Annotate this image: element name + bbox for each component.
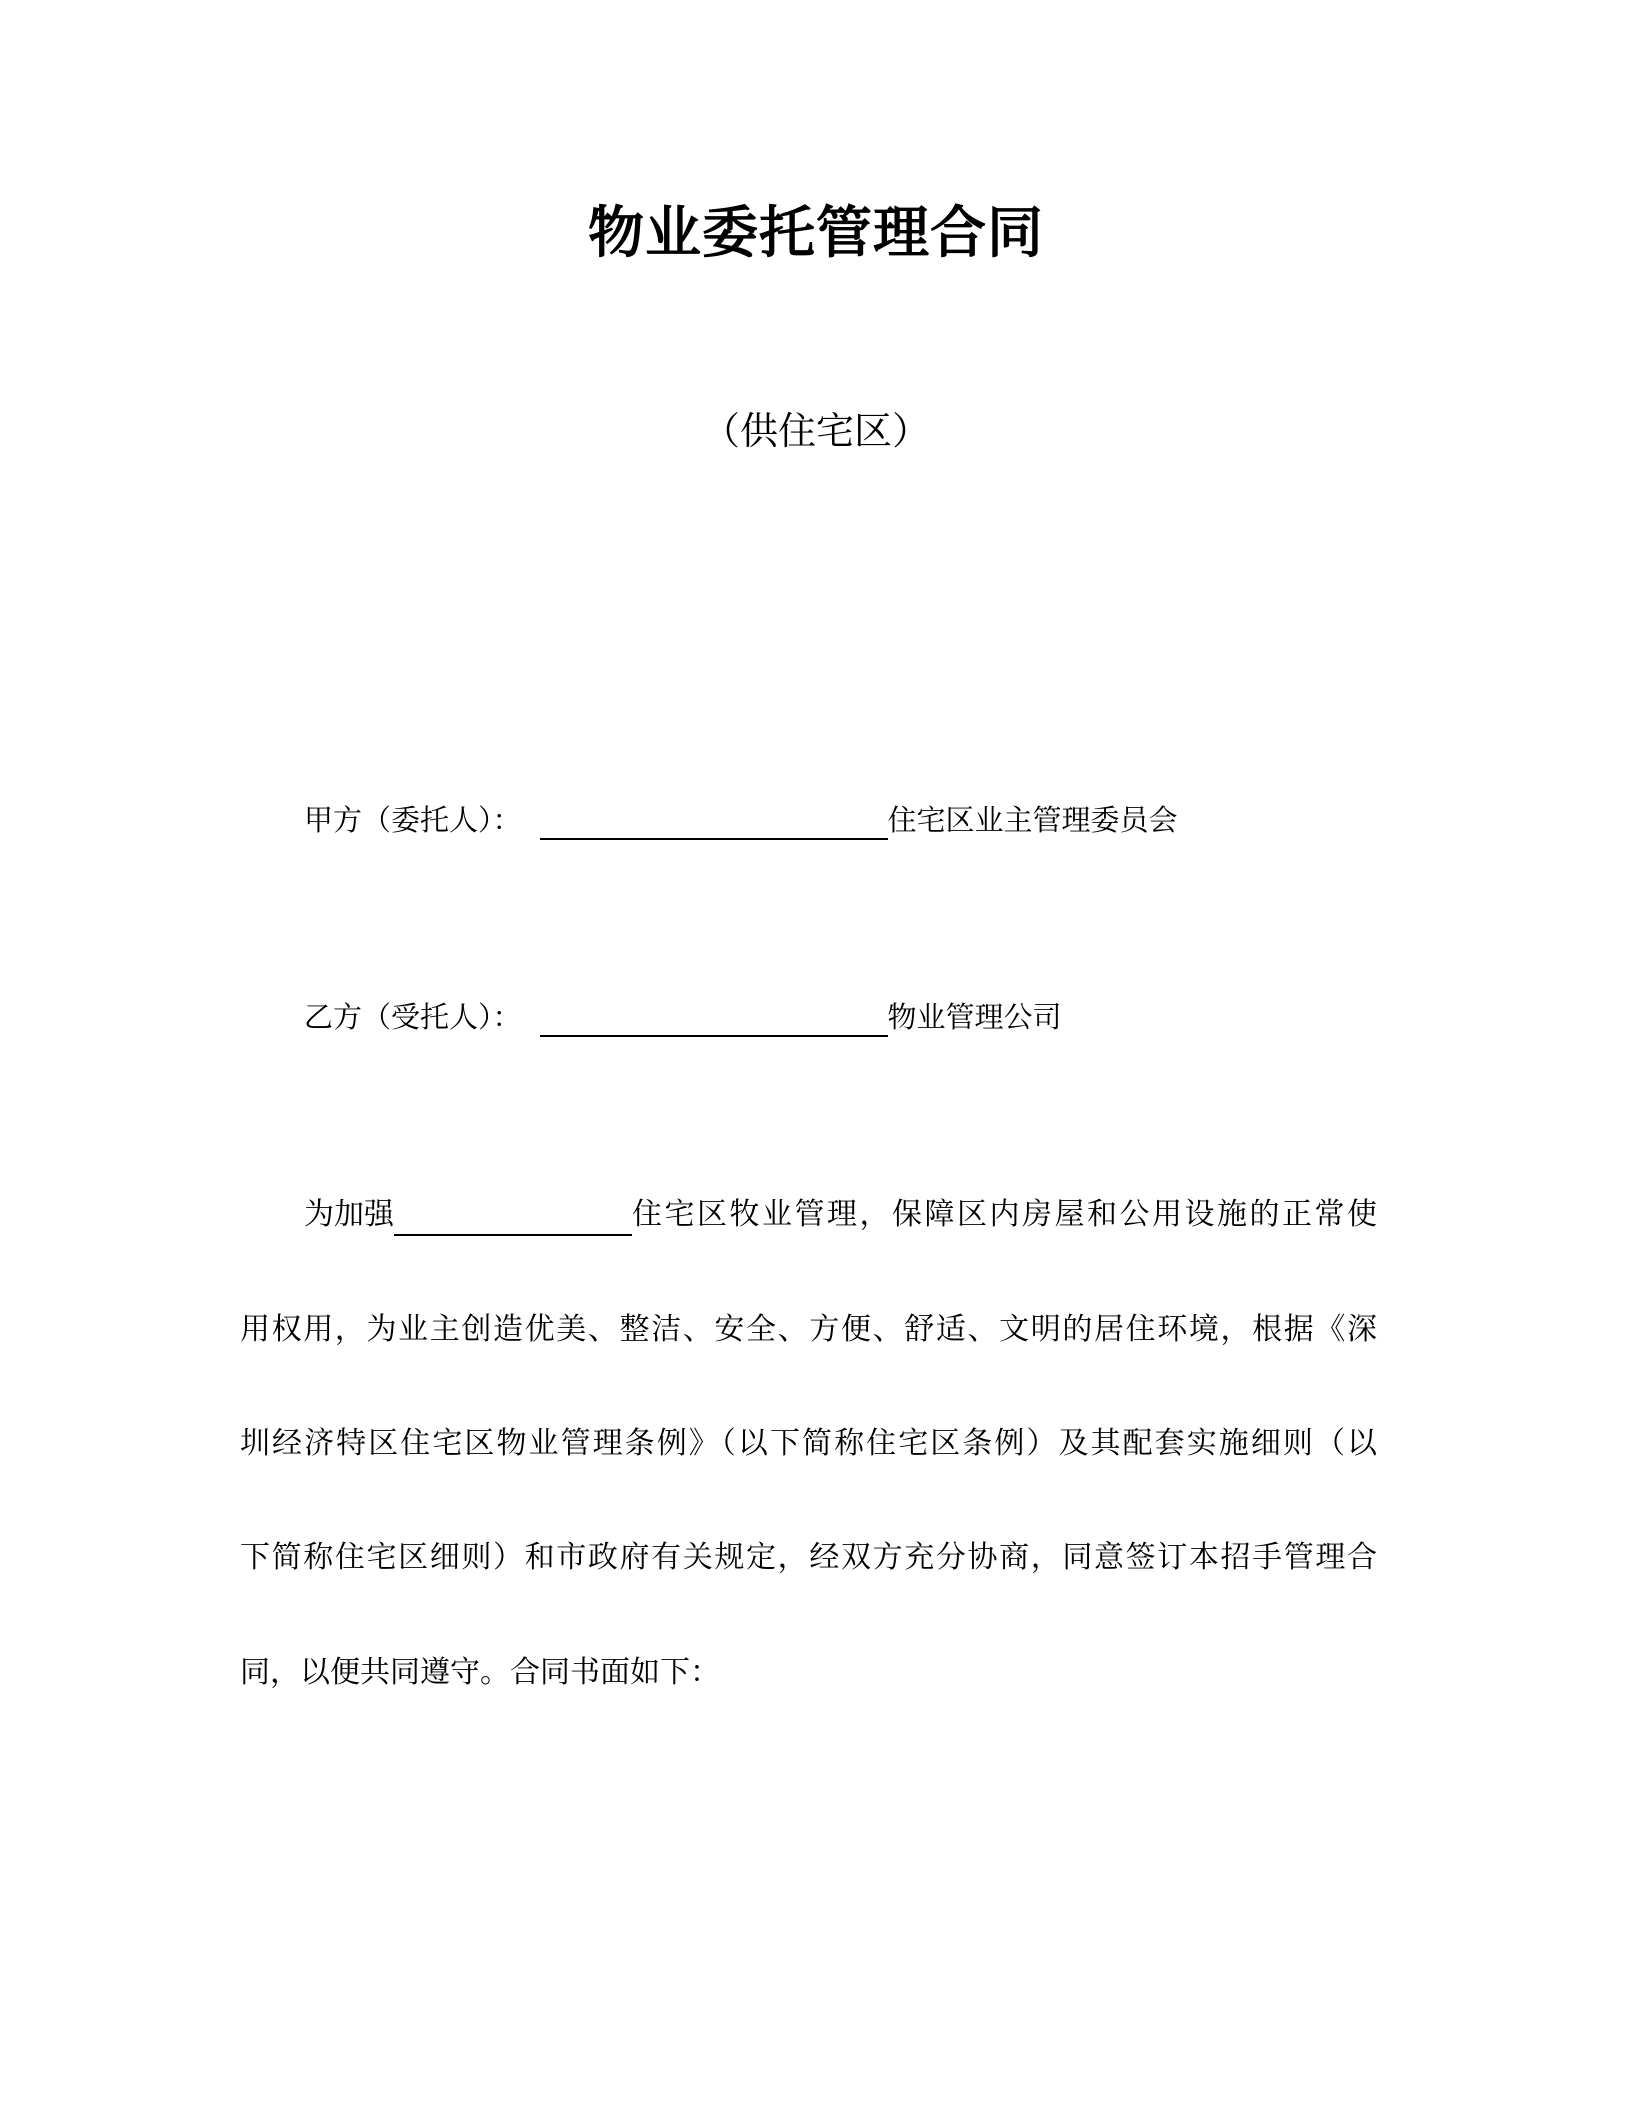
preamble-prefix: 为加强	[304, 1197, 394, 1232]
preamble-rest: 住宅区牧业管理，保障区内房屋和公用设施的正常使	[632, 1197, 1377, 1232]
document-title: 物业委托管理合同	[588, 201, 1044, 266]
party-a-suffix: 住宅区业主管理委员会	[887, 803, 1178, 837]
preamble-line-2: 用权用，为业主创造优美、整洁、安全、方便、舒适、文明的居住环境，根据《深	[240, 1312, 1377, 1347]
party-b-blank	[540, 999, 888, 1037]
party-a-label: 甲方（委托人）：	[304, 803, 522, 837]
document-subtitle: （供住宅区）	[701, 409, 930, 453]
party-b-suffix: 物业管理公司	[887, 1000, 1062, 1034]
preamble-line-1	[304, 1194, 1377, 1236]
party-b-label: 乙方（受托人）：	[304, 1000, 522, 1034]
preamble-line-3: 圳经济特区住宅区物业管理条例》（以下简称住宅区条例）及其配套实施细则（以	[240, 1426, 1377, 1461]
preamble-line-5: 同，以便共同遵守。合同书面如下：	[240, 1655, 720, 1690]
party-a-line	[304, 800, 1178, 840]
preamble-blank	[394, 1198, 632, 1236]
party-b-line	[304, 997, 1062, 1037]
preamble-line-4: 下简称住宅区细则）和市政府有关规定，经双方充分协商，同意签订本招手管理合	[240, 1540, 1377, 1575]
party-a-blank	[540, 802, 888, 840]
